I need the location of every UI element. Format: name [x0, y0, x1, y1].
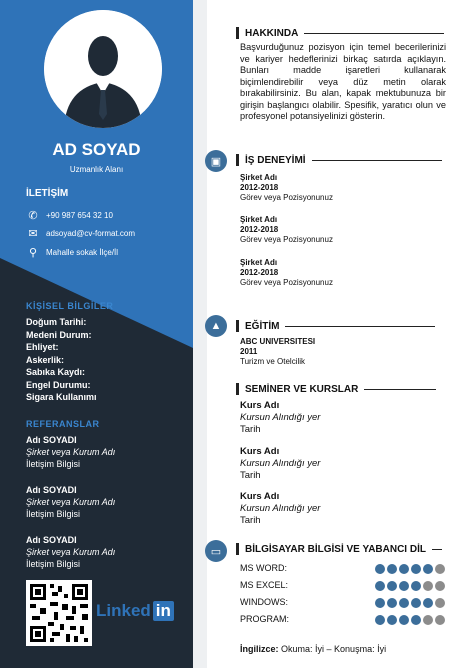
skill-dot [375, 564, 385, 574]
course-place: Kursun Alındığı yer [240, 458, 321, 469]
job-years: 2012-2018 [240, 225, 279, 234]
company-name: Şirket Adı [240, 173, 278, 182]
linkedin-logo[interactable] [96, 601, 174, 621]
about-text: Başvurduğunuz pozisyon için temel becerilerinizi ve kariyer hedeflerinizi birkaç satırda açıklayın. Bunları madde işaretleri kullanarak biçimlendirebilir veya düz metin olarak bırakabilirsiniz. Bu alan, kapak mektubunuza bir girişin başlangıcı olabilir. Spesifik, yaratıcı olun ve profesyonel potansiyelinizi gösterin. [240, 42, 446, 121]
column-divider [193, 0, 207, 668]
job-role: Görev veya Pozisyonunuz [240, 278, 333, 287]
course-item [240, 491, 320, 527]
experience-heading [236, 154, 442, 166]
skill-dot [375, 598, 385, 608]
job-role: Görev veya Pozisyonunuz [240, 193, 333, 202]
course-name: Kurs Adı [240, 491, 280, 502]
reference-info: İletişim Bilgisi [26, 509, 81, 519]
contact-email[interactable] [26, 227, 135, 240]
personal-item: Medeni Durum: [26, 330, 92, 340]
language-text: Okuma: İyi – Konuşma: İyi [281, 644, 387, 654]
skills-heading-text: BİLGİSAYAR BİLGİSİ VE YABANCI DİL [245, 543, 426, 555]
skill-dot [435, 581, 445, 591]
left-column [0, 0, 193, 668]
phone-text: +90 987 654 32 10 [46, 211, 113, 220]
course-name: Kurs Adı [240, 400, 280, 411]
references-heading: REFERANSLAR [26, 419, 100, 429]
reference-org: Şirket veya Kurum Adı [26, 447, 116, 457]
reference-info: İletişim Bilgisi [26, 459, 81, 469]
personal-heading: KİŞİSEL BİLGİLER [26, 301, 114, 311]
company-name: Şirket Adı [240, 215, 278, 224]
contact-phone[interactable] [26, 209, 113, 222]
course-item [240, 400, 320, 436]
skill-label: MS WORD: [240, 563, 287, 573]
phone-icon: ✆ [28, 210, 38, 222]
course-place: Kursun Alındığı yer [240, 412, 321, 423]
heading-bar [236, 27, 239, 39]
heading-rule [432, 549, 442, 550]
skill-dot [411, 615, 421, 625]
course-date: Tarih [240, 515, 261, 526]
company-name: Şirket Adı [240, 258, 278, 267]
experience-item [240, 173, 333, 203]
heading-rule [304, 33, 444, 34]
education-heading [236, 320, 435, 332]
skill-level-dots [375, 564, 445, 574]
qr-code-icon [26, 580, 92, 646]
skill-label: PROGRAM: [240, 614, 290, 624]
reference-item [26, 534, 115, 570]
skill-label: MS EXCEL: [240, 580, 289, 590]
skill-dot [399, 615, 409, 625]
course-place: Kursun Alındığı yer [240, 503, 321, 514]
school-name: ABC UNIVERSITESI [240, 337, 316, 346]
person-specialty: Uzmanlık Alanı [69, 165, 124, 174]
heading-bar [236, 154, 239, 166]
skill-label: WINDOWS: [240, 597, 288, 607]
course-date: Tarih [240, 424, 261, 435]
heading-bar [236, 383, 239, 395]
skill-dot [387, 564, 397, 574]
email-text: adsoyad@cv-format.com [46, 229, 136, 238]
skill-dot [387, 581, 397, 591]
skill-dot [423, 564, 433, 574]
address-text: Mahalle sokak İlçe/İl [46, 248, 119, 257]
about-heading [236, 27, 444, 39]
personal-item: Sigara Kullanımı [26, 392, 97, 402]
person-name: AD SOYAD [52, 140, 141, 159]
job-role: Görev veya Pozisyonunuz [240, 235, 333, 244]
avatar-icon [44, 10, 162, 128]
reference-org: Şirket veya Kurum Adı [26, 497, 116, 507]
reference-name: Adı SOYADI [26, 485, 77, 495]
skill-level-dots [375, 581, 445, 591]
education-item [240, 337, 315, 367]
skill-dot [387, 615, 397, 625]
graduation-year: 2011 [240, 347, 258, 356]
envelope-icon: ✉ [28, 228, 38, 240]
about-heading-text: HAKKINDA [245, 27, 299, 39]
experience-item [240, 215, 333, 245]
reference-item [26, 484, 115, 520]
personal-item: Ehliyet: [26, 342, 59, 352]
heading-bar [236, 543, 239, 555]
personal-item: Sabıka Kaydı: [26, 367, 86, 377]
skill-dot [399, 581, 409, 591]
skills-heading [236, 543, 442, 555]
course-name: Kurs Adı [240, 446, 280, 457]
job-years: 2012-2018 [240, 183, 279, 192]
skill-dot [375, 581, 385, 591]
reference-org: Şirket veya Kurum Adı [26, 547, 116, 557]
skill-dot [435, 564, 445, 574]
reference-info: İletişim Bilgisi [26, 559, 81, 569]
course-date: Tarih [240, 470, 261, 481]
skill-dot [411, 564, 421, 574]
reference-name: Adı SOYADI [26, 535, 77, 545]
reference-name: Adı SOYADI [26, 435, 77, 445]
heading-rule [312, 160, 442, 161]
department: Turizm ve Otelcilik [240, 357, 306, 366]
heading-rule [364, 389, 436, 390]
linkedin-text: Linked [96, 601, 151, 620]
linkedin-in-badge: in [153, 601, 174, 621]
skill-level-dots [375, 598, 445, 608]
courses-heading [236, 383, 436, 395]
heading-bar [236, 320, 239, 332]
education-heading-text: EĞİTİM [245, 320, 280, 332]
contact-heading: İLETİŞİM [26, 188, 69, 199]
graduation-cap-icon: ▲ [205, 315, 227, 337]
skill-level-dots [375, 615, 445, 625]
profile-photo [44, 10, 162, 128]
skill-dot [435, 598, 445, 608]
job-years: 2012-2018 [240, 268, 279, 277]
location-pin-icon: ⚲ [28, 247, 38, 259]
skill-dot [423, 615, 433, 625]
skill-dot [411, 581, 421, 591]
skill-dot [435, 615, 445, 625]
skill-dot [399, 598, 409, 608]
skill-dot [411, 598, 421, 608]
course-item [240, 446, 320, 482]
skill-dot [423, 581, 433, 591]
personal-item: Engel Durumu: [26, 380, 91, 390]
experience-heading-text: İŞ DENEYİMİ [245, 154, 306, 166]
reference-item [26, 434, 115, 470]
language-label: İngilizce: [240, 644, 279, 654]
skill-dot [375, 615, 385, 625]
skill-dot [423, 598, 433, 608]
briefcase-icon: ▣ [205, 150, 227, 172]
language-line [240, 644, 386, 654]
experience-item [240, 258, 333, 288]
heading-rule [285, 326, 435, 327]
skill-dot [399, 564, 409, 574]
laptop-icon: ▭ [205, 540, 227, 562]
courses-heading-text: SEMİNER VE KURSLAR [245, 383, 359, 395]
personal-item: Doğum Tarihi: [26, 317, 87, 327]
contact-address [26, 246, 118, 259]
skill-dot [387, 598, 397, 608]
personal-item: Askerlik: [26, 355, 65, 365]
qr-code[interactable] [26, 580, 92, 646]
